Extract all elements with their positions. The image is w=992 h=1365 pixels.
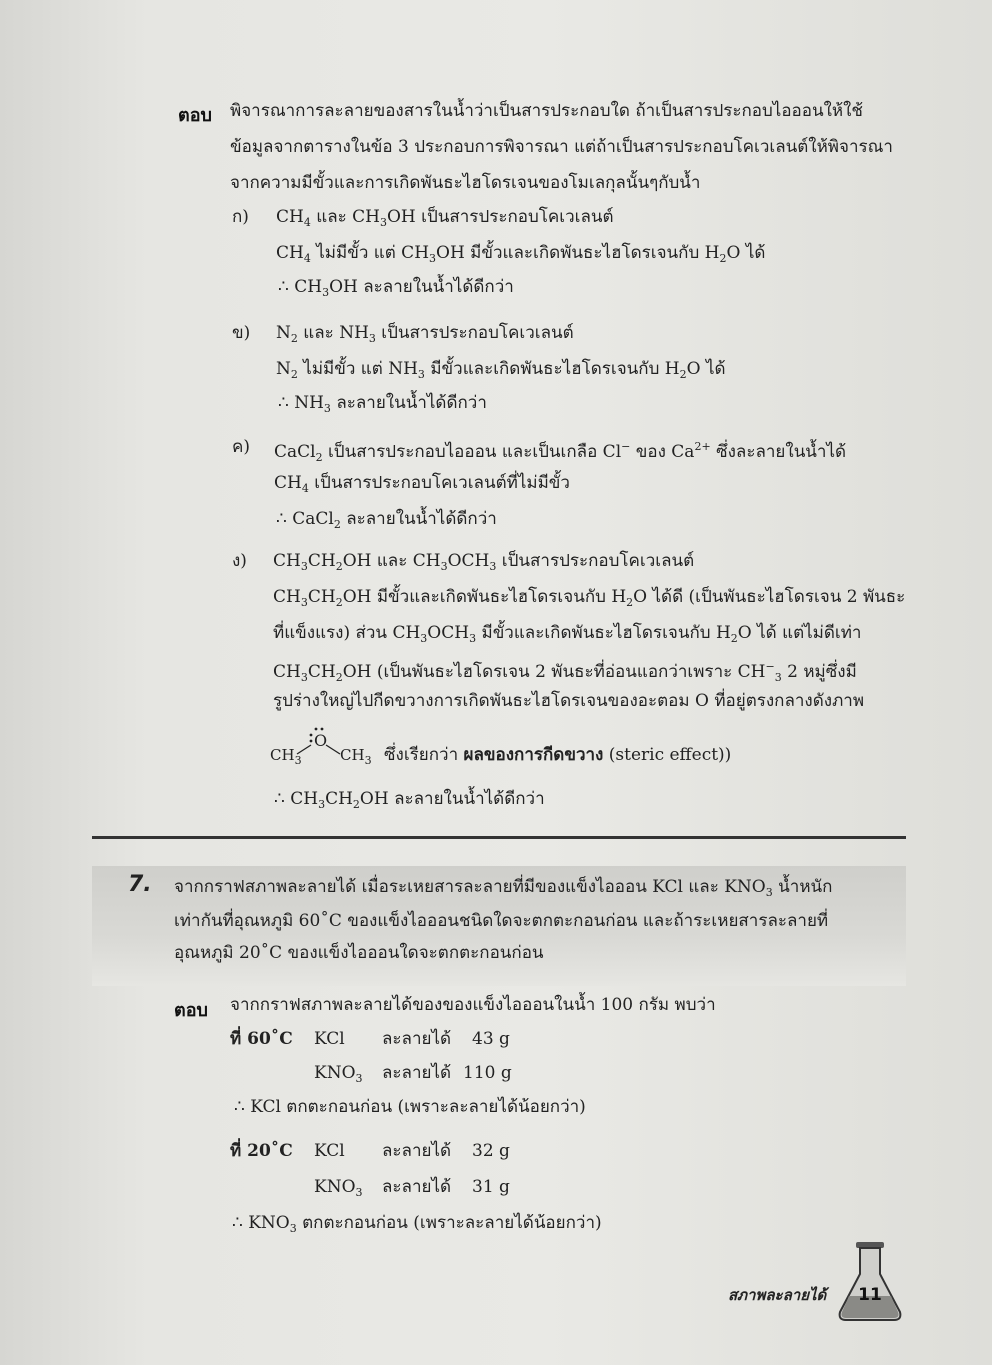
item-b-line-1: $N_2$ และ $NH_3$ เป็นสารประกอบโคเวเลนต์	[276, 323, 574, 345]
temp-20: ที่ 20˚C	[230, 1141, 293, 1161]
kcl-20-sol: ละลายได้	[382, 1141, 452, 1161]
kno3-60-label: $KNO_3$	[314, 1063, 363, 1085]
item-d-conclusion: ∴ $CH_3CH_2OH$ ละลายในน้ำได้ดีกว่า	[274, 789, 545, 811]
item-c-line-2: $CH_4$ เป็นสารประกอบโคเวเลนต์ที่ไม่มีขั้ว	[274, 473, 570, 495]
ether-structure	[270, 724, 380, 768]
item-a-line-2: $CH_4$ ไม่มีขั้ว แต่ $CH_3OH$ มีขั้วและเกิดพันธะไฮโดรเจนกับ $H_2O$ ได้	[276, 243, 766, 265]
kno3-20-value: 31 g	[472, 1177, 510, 1197]
item-a-marker: ก)	[232, 207, 249, 227]
kcl-60-label: KCl	[314, 1029, 345, 1049]
item-b-conclusion: ∴ $NH_3$ ละลายในน้ำได้ดีกว่า	[278, 393, 487, 415]
item-c-marker: ค)	[232, 437, 251, 457]
item-d-marker: ง)	[232, 551, 247, 571]
item-c-conclusion: ∴ CaCl$_2$ ละลายในน้ำได้ดีกว่า	[276, 509, 497, 531]
item-d-line-3: ที่แข็งแรง) ส่วน $CH_3OCH_3$ มีขั้วและเกิดพันธะไฮโดรเจนกับ $H_2O$ ได้ แต่ไม่ดีเท่า	[273, 623, 862, 645]
item-b-line-2: $N_2$ ไม่มีขั้ว แต่ $NH_3$ มีขั้วและเกิดพันธะไฮโดรเจนกับ $H_2O$ ได้	[276, 359, 726, 381]
conclusion-20: ∴ $KNO_3$ ตกตะกอนก่อน (เพราะละลายได้น้อยกว่า)	[232, 1213, 602, 1235]
intro-line-1: พิจารณาการละลายของสารในน้ำว่าเป็นสารประกอบใด ถ้าเป็นสารประกอบไอออนให้ใช้	[230, 101, 863, 121]
question-line-2: เท่ากันที่อุณหภูมิ 60˚C ของแข็งไอออนชนิดใดจะตกตะกอนก่อน และถ้าระเหยสารละลายที่	[174, 911, 829, 931]
kno3-20-label: $KNO_3$	[314, 1177, 363, 1199]
chapter-title: สภาพละลายได้	[728, 1286, 827, 1304]
kcl-20-label: KCl	[314, 1141, 345, 1161]
intro-line-3: จากความมีขั้วและการเกิดพันธะไฮโดรเจนของโมเลกุลนั้นๆกับน้ำ	[230, 173, 701, 193]
conclusion-60: ∴ KCl ตกตะกอนก่อน (เพราะละลายได้น้อยกว่า)	[234, 1097, 586, 1117]
item-c-line-1: CaCl$_2$ เป็นสารประกอบไอออน และเป็นเกลือ Cl− ของ $Ca^{2+}$ ซึ่งละลายในน้ำได้	[274, 440, 847, 464]
kno3-20-sol: ละลายได้	[382, 1177, 452, 1197]
q7-answer-intro: จากกราฟสภาพละลายได้ของของแข็งไอออนในน้ำ 100 กรัม พบว่า	[230, 995, 716, 1015]
item-d-line-6: ซึ่งเรียกว่า ผลของการกีดขวาง (steric effect))	[384, 745, 732, 765]
answer-label: ตอบ	[178, 105, 212, 126]
struct-ch3-right: $CH_3$	[340, 746, 372, 767]
kcl-20-value: 32 g	[472, 1141, 510, 1161]
item-a-line-1: $CH_4$ และ $CH_3OH$ เป็นสารประกอบโคเวเลนต์	[276, 207, 614, 229]
item-d-line-5: รูปร่างใหญ่ไปกีดขวางการเกิดพันธะไฮโดรเจนของอะตอม O ที่อยู่ตรงกลางดังภาพ	[273, 691, 865, 711]
section-divider	[92, 836, 906, 839]
page-number: 11	[858, 1285, 882, 1305]
kcl-60-sol: ละลายได้	[382, 1029, 452, 1049]
question-line-1: จากกราฟสภาพละลายได้ เมื่อระเหยสารละลายที่มีของแข็งไอออน KCl และ $KNO_3$ น้ำหนัก	[174, 877, 833, 899]
item-d-line-1: $CH_3CH_2OH$ และ $CH_3OCH_3$ เป็นสารประกอบโคเวเลนต์	[273, 551, 695, 573]
kno3-60-sol: ละลายได้	[382, 1063, 452, 1083]
item-b-marker: ข)	[232, 323, 251, 343]
item-d-line-4: $CH_3CH_2OH$ (เป็นพันธะไฮโดรเจน 2 พันธะที่อ่อนแอกว่าเพราะ $CH^-_3$ 2 หมู่ซึ่งมี	[273, 660, 857, 684]
kno3-60-value: 110 g	[463, 1063, 512, 1083]
question-line-3: อุณหภูมิ 20˚C ของแข็งไอออนใดจะตกตะกอนก่อน	[174, 943, 544, 963]
intro-line-2: ข้อมูลจากตารางในข้อ 3 ประกอบการพิจารณา แต่ถ้าเป็นสารประกอบโคเวเลนต์ให้พิจารณา	[230, 137, 893, 157]
item-d-line-2: $CH_3CH_2OH$ มีขั้วและเกิดพันธะไฮโดรเจนกับ $H_2O$ ได้ดี (เป็นพันธะไฮโดรเจน 2 พันธะ	[273, 587, 906, 609]
item-a-conclusion: ∴ $CH_3OH$ ละลายในน้ำได้ดีกว่า	[278, 277, 514, 299]
struct-oxygen: O	[314, 731, 328, 750]
kcl-60-value: 43 g	[472, 1029, 510, 1049]
temp-60: ที่ 60˚C	[230, 1029, 293, 1049]
question-number: 7.	[128, 872, 152, 897]
flask-icon	[834, 1240, 906, 1324]
struct-ch3-left: $CH_3$	[270, 746, 302, 767]
answer-label-q7: ตอบ	[174, 1000, 208, 1021]
